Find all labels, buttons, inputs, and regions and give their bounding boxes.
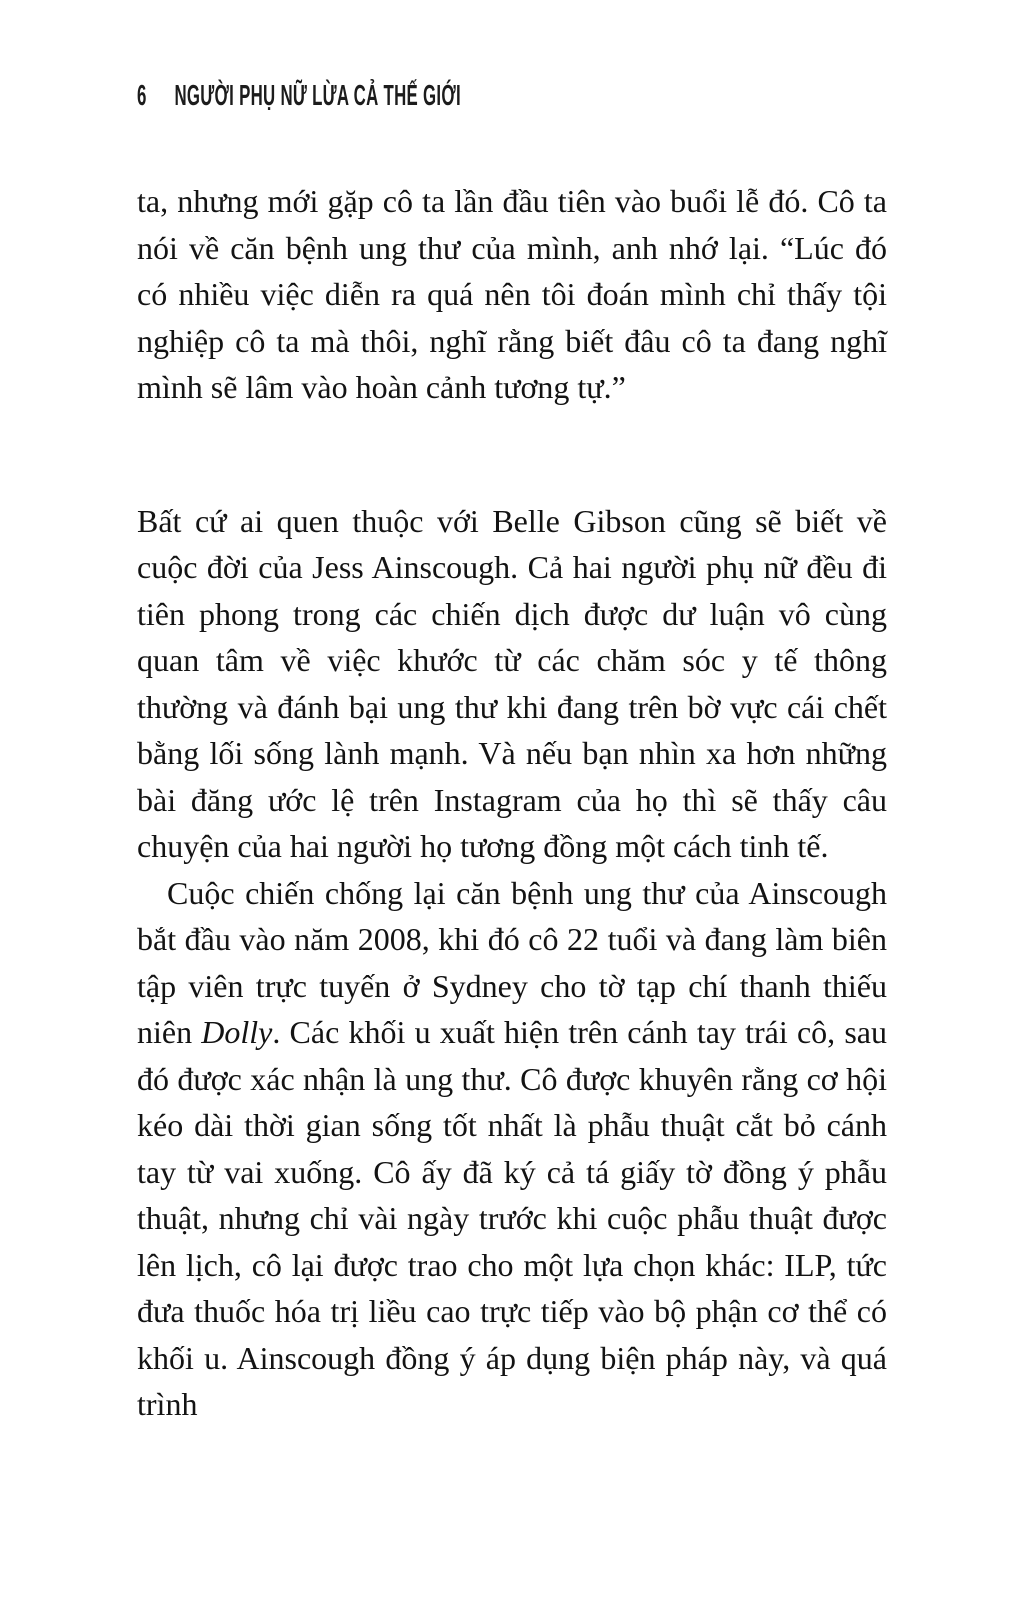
running-header [137, 82, 461, 111]
text-segment: ta, nhưng mới gặp cô ta lần đầu tiên vào buổi lễ đó. Cô ta nói về căn bệnh ung thư của mình, anh nhớ lại. “Lúc đó có nhiều việc diễn ra quá nên tôi đoán mình chỉ thấy tội nghiệp cô ta mà thôi, nghĩ rằng biết đâu cô ta đang nghĩ mình sẽ lâm vào hoàn cảnh tương tự.” [137, 183, 887, 405]
page-text [137, 178, 887, 1428]
text-segment: Cuộc chiến chống lại căn bệnh ung thư của Ainscough bắt đầu vào năm 2008, khi đó cô 22 tuổi và đang làm biên tập viên trực tuyến ở Sydney cho tờ tạp chí thanh thiếu niên [137, 874, 887, 1050]
text-segment: . Các khối u xuất hiện trên cánh tay trái cô, sau đó được xác nhận là ung thư. Cô được khuyên rằng cơ hội kéo dài thời gian sống tốt nhất là phẫu thuật cắt bỏ cánh tay từ vai xuống. Cô ấy đã ký cả tá giấy tờ đồng ý phẫu thuật, nhưng chỉ vài ngày trước khi cuộc phẫu thuật được lên lịch, cô lại được trao cho một lựa chọn khác: ILP, tức đưa thuốc hóa trị liều cao trực tiếp vào bộ phận cơ thể có khối u. Ainscough đồng ý áp dụng biện pháp này, và quá trình [137, 1014, 888, 1422]
italic-text-segment: Dolly [201, 1014, 273, 1050]
paragraph [137, 498, 887, 870]
paragraph [137, 178, 887, 411]
page-number: 6 [137, 80, 147, 112]
running-title: NGƯỜI PHỤ NỮ LỪA CẢ THẾ GIỚI [174, 80, 461, 112]
paragraph [137, 870, 887, 1428]
text-segment: Bất cứ ai quen thuộc với Belle Gibson cũng sẽ biết về cuộc đời của Jess Ainscough. Cả hai người phụ nữ đều đi tiên phong trong các chiến dịch được dư luận vô cùng quan tâm về việc khước từ các chăm sóc y tế thông thường và đánh bại ung thư khi đang trên bờ vực cái chết bằng lối sống lành mạnh. Và nếu bạn nhìn xa hơn những bài đăng ước lệ trên Instagram của họ thì sẽ thấy câu chuyện của hai người họ tương đồng một cách tinh tế. [137, 502, 887, 864]
